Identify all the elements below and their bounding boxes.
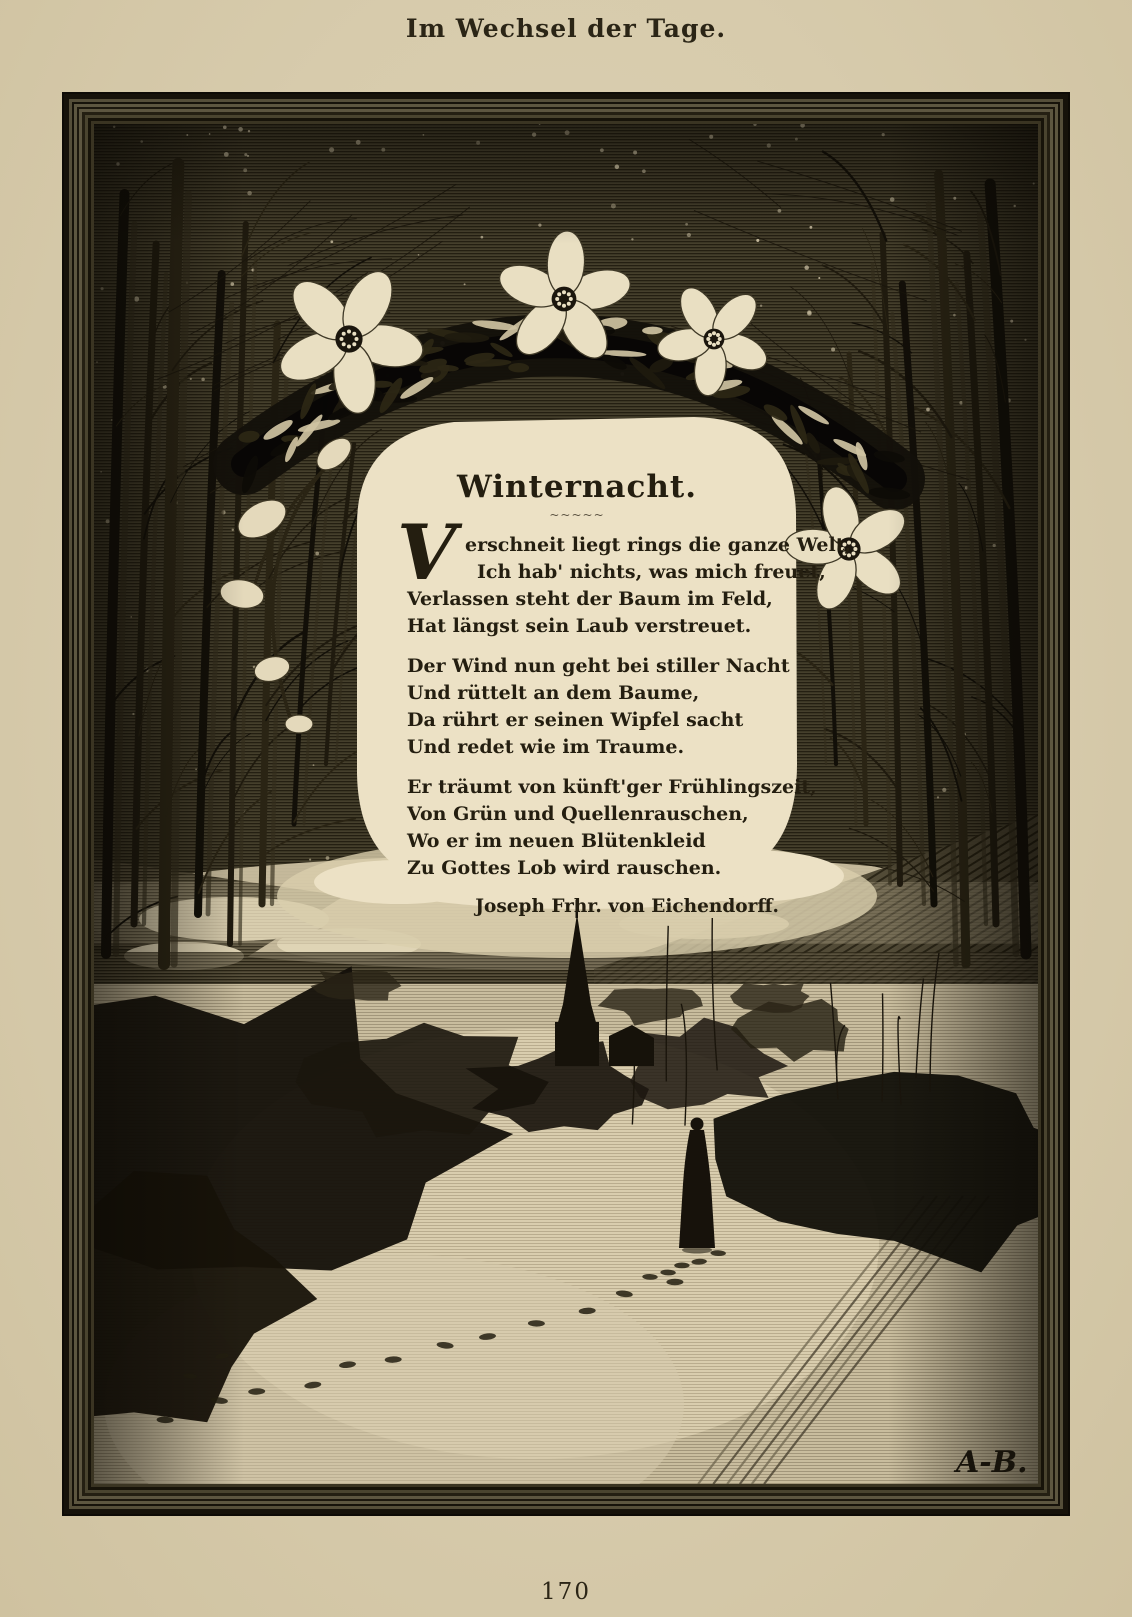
- poem-panel: [357, 417, 852, 917]
- stanza-1: [397, 508, 852, 640]
- left-vignette: [94, 124, 244, 1484]
- poem-line: Und rüttelt an dem Baume,: [407, 682, 700, 704]
- poem-line: erschneit liegt rings die ganze Welt,: [465, 534, 852, 556]
- poem-line: Hat längst sein Laub verstreuet.: [407, 615, 752, 637]
- poem-line: Von Grün und Quellenrauschen,: [407, 803, 749, 825]
- poem-line: Zu Gottes Lob wird rauschen.: [407, 857, 722, 879]
- engraving-scene: [94, 124, 1038, 1484]
- right-vignette: [888, 124, 1038, 1484]
- poem-line: Ich hab' nichts, was mich freuet,: [477, 561, 826, 583]
- poem-title: Winternacht.: [456, 469, 698, 505]
- stanza-2: [407, 653, 797, 761]
- poem-line: Wo er im neuen Blütenkleid: [407, 830, 706, 852]
- poem-line: Da rührt er seinen Wipfel sacht: [407, 709, 744, 731]
- drop-cap-initial: V: [397, 508, 456, 597]
- artist-monogram: A-B.: [956, 1445, 1028, 1480]
- poem-line: Der Wind nun geht bei stiller Nacht: [407, 655, 790, 677]
- poem-line: Verlassen steht der Baum im Feld,: [407, 588, 773, 610]
- page-number: 170: [541, 1579, 591, 1605]
- top-vignette: [94, 124, 1038, 244]
- poem-line: Und redet wie im Traume.: [407, 736, 685, 758]
- stanza-3: [407, 774, 817, 882]
- poem-line: Er träumt von künft'ger Frühlingszeit,: [407, 776, 817, 798]
- ornament-squiggle: ~~~~~: [549, 508, 605, 522]
- engraving-frame: [62, 92, 1070, 1516]
- running-head: Im Wechsel der Tage.: [405, 14, 727, 43]
- poem-attribution: Joseph Frhr. von Eichendorff.: [475, 896, 779, 917]
